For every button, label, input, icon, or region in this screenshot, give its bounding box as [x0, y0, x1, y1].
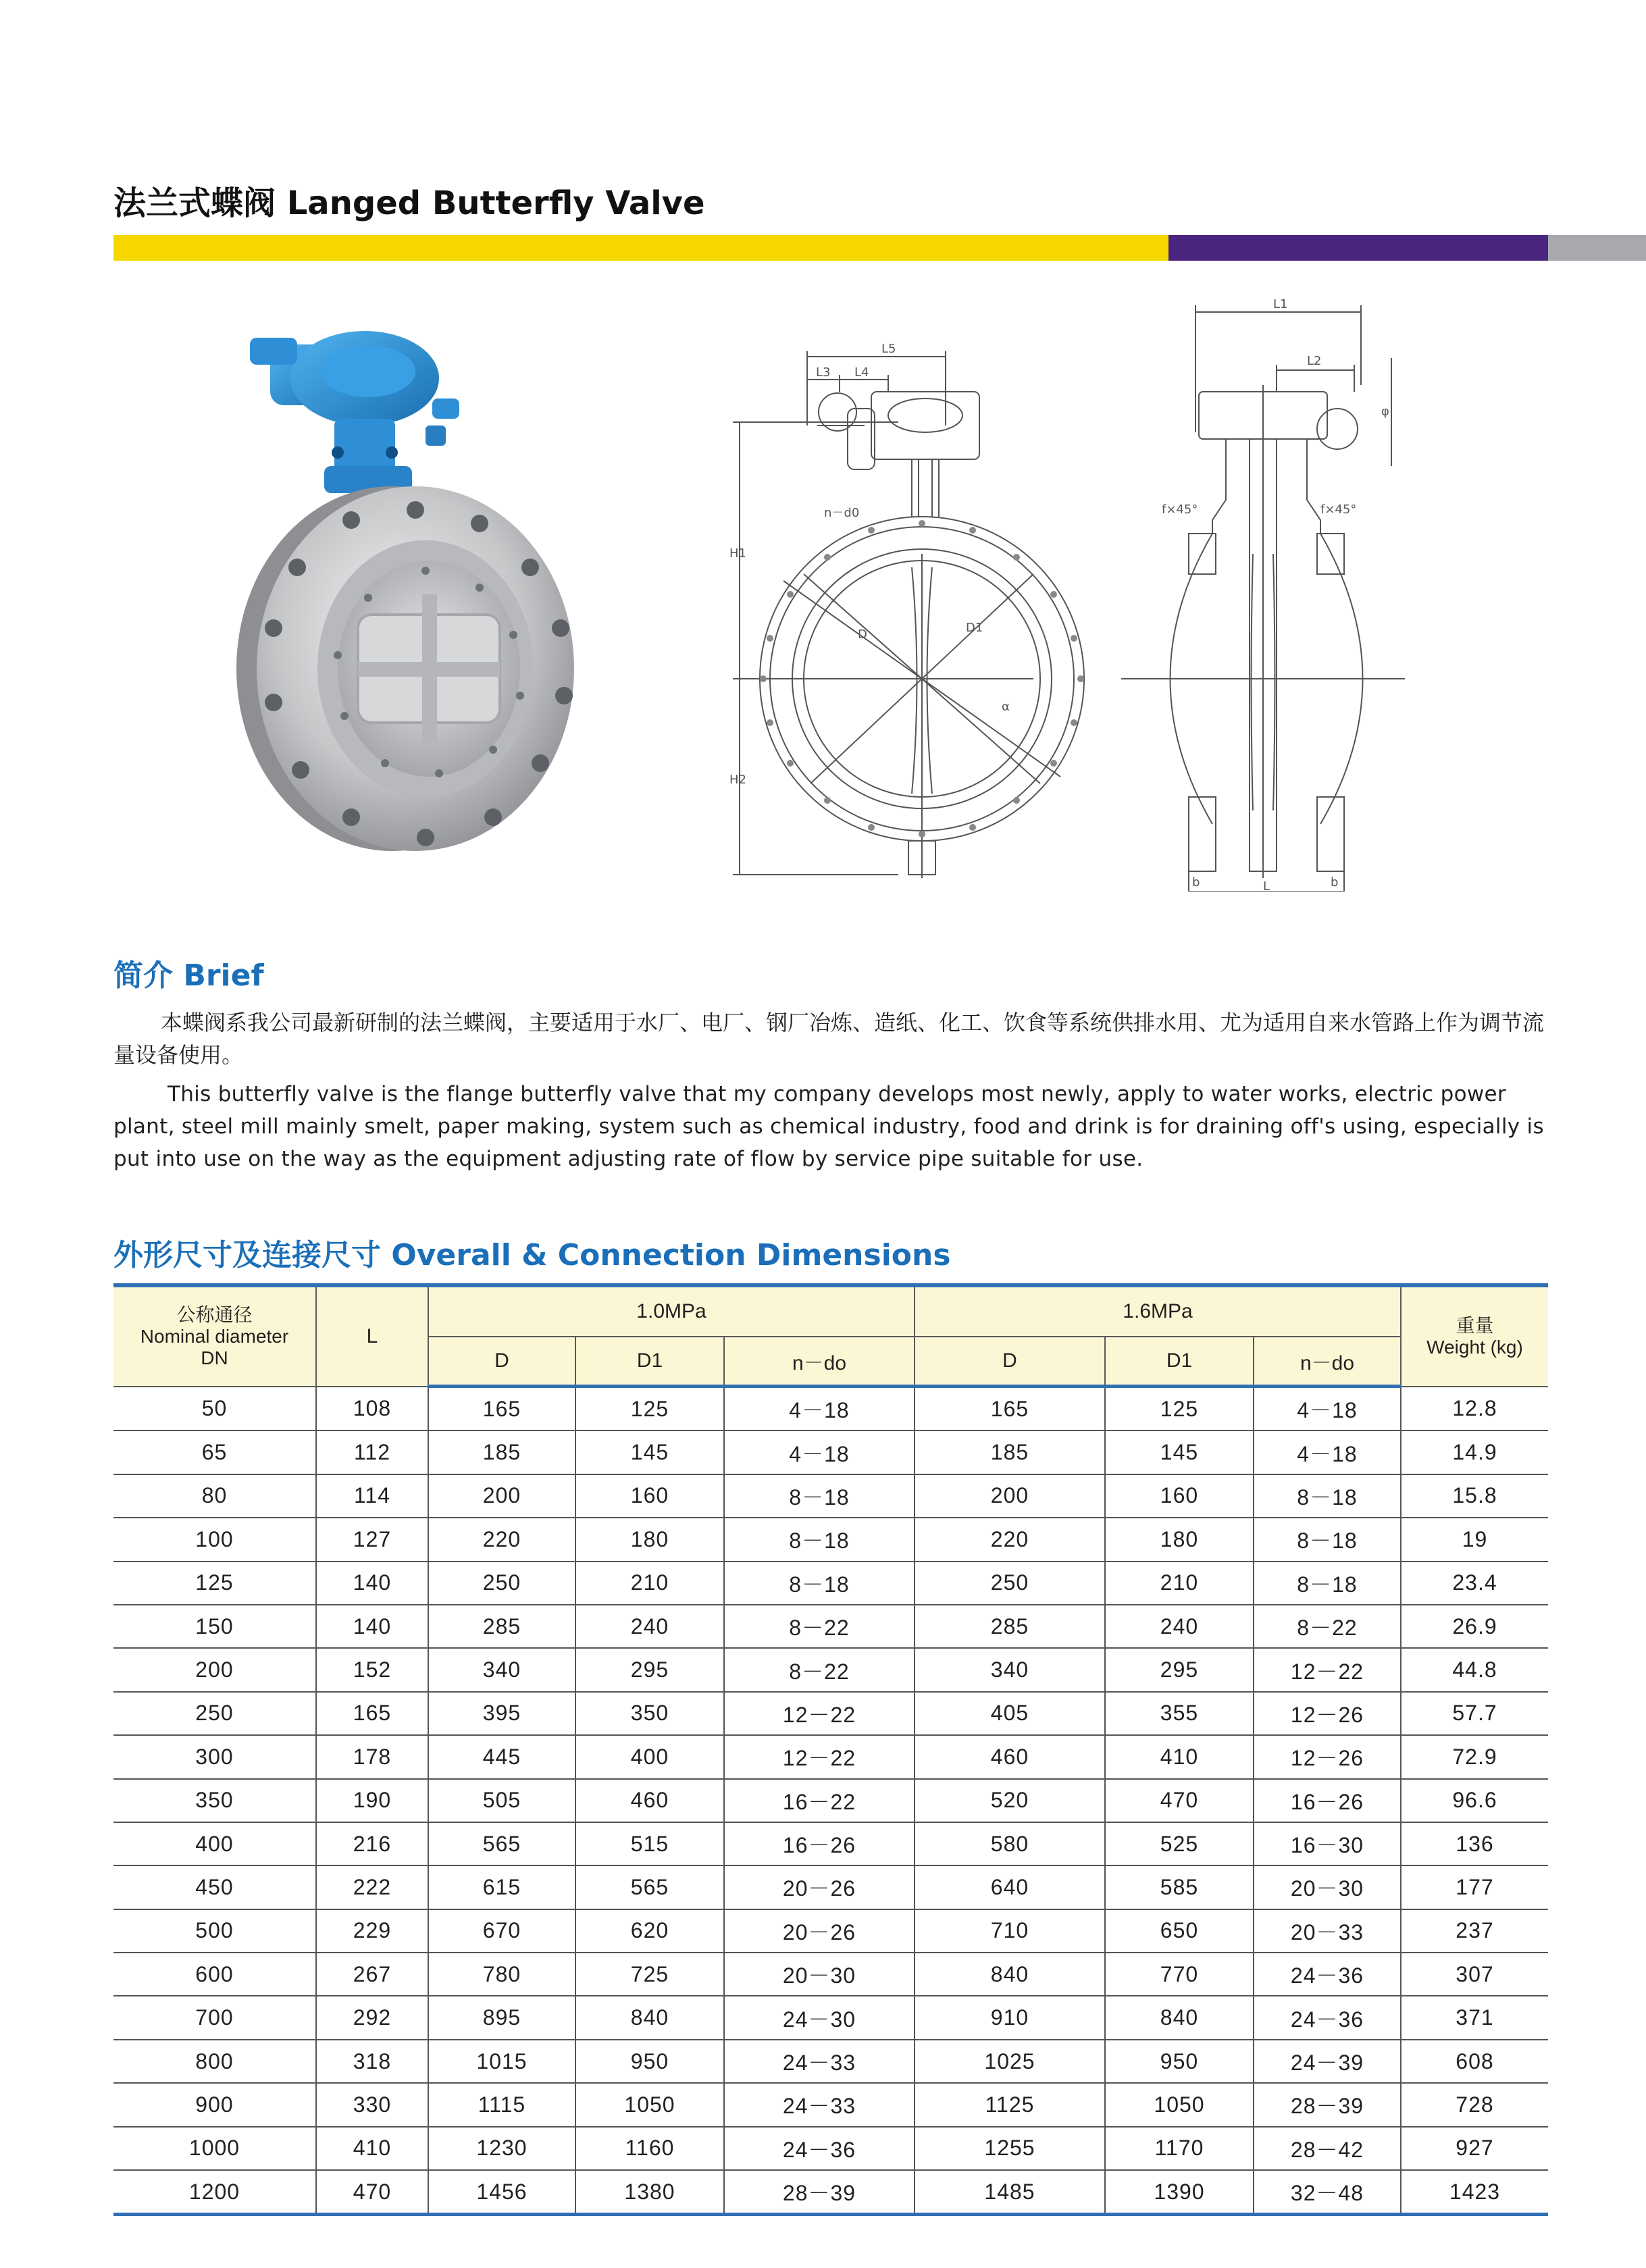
cell-n-do-16: 12－26	[1254, 1692, 1401, 1735]
cell-l: 318	[316, 2040, 428, 2083]
cell-d1-10: 1380	[575, 2170, 724, 2215]
cell-d-16: 1125	[915, 2083, 1105, 2126]
table-row	[113, 1562, 1548, 1605]
cell-d-16: 220	[915, 1518, 1105, 1561]
table-row	[113, 2127, 1548, 2170]
table-row	[113, 1996, 1548, 2039]
cell-d1-16: 950	[1105, 2040, 1254, 2083]
table-row	[113, 1692, 1548, 1735]
cell-d1-10: 295	[575, 1648, 724, 1691]
cell-d1-16: 840	[1105, 1996, 1254, 2039]
cell-d1-16: 145	[1105, 1431, 1254, 1474]
header-l: L	[316, 1285, 428, 1387]
cell-d1-16: 525	[1105, 1822, 1254, 1865]
cell-d1-16: 650	[1105, 1909, 1254, 1953]
header-d1-10: D1	[575, 1337, 724, 1387]
cell-n-do-16: 8－18	[1254, 1474, 1401, 1518]
cell-n-do-16: 12－26	[1254, 1735, 1401, 1778]
cell-l: 127	[316, 1518, 428, 1561]
cell-l: 165	[316, 1692, 428, 1735]
cell-d1-16: 470	[1105, 1779, 1254, 1822]
table-row	[113, 2083, 1548, 2126]
cell-l: 114	[316, 1474, 428, 1518]
cell-d-16: 200	[915, 1474, 1105, 1518]
label-l3: L3	[816, 365, 831, 380]
cell-d-16: 340	[915, 1648, 1105, 1691]
header-weight-en: Weight (kg)	[1426, 1336, 1523, 1358]
cell-weight: 728	[1401, 2083, 1548, 2126]
cell-d-10: 395	[428, 1692, 575, 1735]
table-row	[113, 1648, 1548, 1691]
cell-d-16: 1255	[915, 2127, 1105, 2170]
cell-weight: 44.8	[1401, 1648, 1548, 1691]
cell-n-do-16: 8－18	[1254, 1562, 1401, 1605]
header-d1-16: D1	[1105, 1337, 1254, 1387]
cell-d1-16: 355	[1105, 1692, 1254, 1735]
cell-d1-16: 1170	[1105, 2127, 1254, 2170]
cell-n-do-16: 8－18	[1254, 1518, 1401, 1561]
cell-d-10: 1015	[428, 2040, 575, 2083]
cell-l: 229	[316, 1909, 428, 1953]
header-nominal-diameter	[113, 1285, 316, 1387]
cell-weight: 15.8	[1401, 1474, 1548, 1518]
header-n-do-16: n－do	[1254, 1337, 1401, 1387]
cell-weight: 237	[1401, 1909, 1548, 1953]
label-chamfer-right: f×45°	[1320, 502, 1357, 517]
label-l2: L2	[1307, 354, 1322, 368]
cell-l: 470	[316, 2170, 428, 2215]
table-row	[113, 2170, 1548, 2215]
cell-weight: 1423	[1401, 2170, 1548, 2215]
header-group-1-0mpa: 1.0MPa	[428, 1285, 915, 1337]
cell-n-do-16: 24－39	[1254, 2040, 1401, 2083]
accent-bar-yellow	[113, 235, 1168, 261]
cell-d-16: 185	[915, 1431, 1105, 1474]
dimensions-table-body	[113, 1387, 1548, 2215]
cell-n-do-10: 8－18	[724, 1562, 915, 1605]
cell-d-16: 640	[915, 1865, 1105, 1909]
cell-d-16: 580	[915, 1822, 1105, 1865]
cell-n-do-16: 4－18	[1254, 1387, 1401, 1431]
cell-d1-10: 145	[575, 1431, 724, 1474]
cell-dn: 50	[113, 1387, 316, 1431]
cell-d-16: 405	[915, 1692, 1105, 1735]
cell-dn: 600	[113, 1953, 316, 1996]
label-l1: L1	[1273, 297, 1288, 311]
cell-n-do-10: 16－26	[724, 1822, 915, 1865]
cell-d1-16: 160	[1105, 1474, 1254, 1518]
cell-n-do-10: 8－22	[724, 1605, 915, 1648]
cell-d-16: 165	[915, 1387, 1105, 1431]
cell-dn: 250	[113, 1692, 316, 1735]
header-nominal-dn: DN	[201, 1347, 228, 1368]
cell-n-do-16: 20－33	[1254, 1909, 1401, 1953]
cell-dn: 80	[113, 1474, 316, 1518]
table-row	[113, 1822, 1548, 1865]
cell-d1-16: 125	[1105, 1387, 1254, 1431]
cell-d-10: 185	[428, 1431, 575, 1474]
cell-d-10: 1115	[428, 2083, 575, 2126]
label-chamfer-left: f×45°	[1162, 502, 1198, 517]
label-d: D	[858, 627, 867, 642]
cell-n-do-10: 20－26	[724, 1909, 915, 1953]
label-n-d0: n－d0	[824, 506, 860, 520]
table-row	[113, 1605, 1548, 1648]
cell-d1-10: 460	[575, 1779, 724, 1822]
cell-d-10: 1230	[428, 2127, 575, 2170]
cell-dn: 800	[113, 2040, 316, 2083]
cell-dn: 500	[113, 1909, 316, 1953]
cell-d-10: 670	[428, 1909, 575, 1953]
brief-text-cn: 本蝶阀系我公司最新研制的法兰蝶阀，主要适用于水厂、电厂、钢厂冶炼、造纸、化工、饮食等系统供排水用、尤为适用自来水管路上作为调节流量设备使用。	[113, 1010, 1545, 1068]
cell-d-16: 910	[915, 1996, 1105, 2039]
label-h2: H2	[729, 773, 746, 787]
cell-d-10: 445	[428, 1735, 575, 1778]
cell-weight: 57.7	[1401, 1692, 1548, 1735]
cell-dn: 900	[113, 2083, 316, 2126]
cell-d1-16: 240	[1105, 1605, 1254, 1648]
cell-d-10: 165	[428, 1387, 575, 1431]
cell-n-do-16: 28－42	[1254, 2127, 1401, 2170]
accent-bar-purple	[1168, 235, 1548, 261]
cell-n-do-10: 28－39	[724, 2170, 915, 2215]
cell-d1-10: 180	[575, 1518, 724, 1561]
accent-bar-gray	[1548, 235, 1646, 261]
header-nominal-cn: 公称通径	[176, 1304, 253, 1325]
cell-dn: 125	[113, 1562, 316, 1605]
cell-d1-16: 1050	[1105, 2083, 1254, 2126]
table-row	[113, 1779, 1548, 1822]
cell-n-do-16: 24－36	[1254, 1953, 1401, 1996]
cell-l: 330	[316, 2083, 428, 2126]
valve-side-drawing	[1114, 297, 1412, 892]
cell-d1-16: 770	[1105, 1953, 1254, 1996]
cell-n-do-16: 16－30	[1254, 1822, 1401, 1865]
cell-dn: 350	[113, 1779, 316, 1822]
cell-d-10: 285	[428, 1605, 575, 1648]
cell-d1-10: 725	[575, 1953, 724, 1996]
cell-d-10: 615	[428, 1865, 575, 1909]
cell-n-do-10: 12－22	[724, 1735, 915, 1778]
cell-n-do-10: 16－22	[724, 1779, 915, 1822]
cell-d1-10: 840	[575, 1996, 724, 2039]
label-h1: H1	[729, 546, 746, 561]
cell-d-16: 1485	[915, 2170, 1105, 2215]
cell-d1-10: 400	[575, 1735, 724, 1778]
label-phi: φ	[1381, 405, 1389, 419]
dimensions-table	[113, 1283, 1548, 2216]
brief-heading: 简介 Brief	[113, 958, 264, 993]
cell-l: 140	[316, 1605, 428, 1648]
cell-n-do-10: 8－22	[724, 1648, 915, 1691]
cell-l: 190	[316, 1779, 428, 1822]
table-row	[113, 1387, 1548, 1431]
cell-n-do-16: 4－18	[1254, 1431, 1401, 1474]
table-row	[113, 1953, 1548, 1996]
cell-l: 267	[316, 1953, 428, 1996]
cell-l: 222	[316, 1865, 428, 1909]
cell-weight: 177	[1401, 1865, 1548, 1909]
cell-d-16: 250	[915, 1562, 1105, 1605]
label-l5: L5	[881, 342, 896, 356]
cell-weight: 608	[1401, 2040, 1548, 2083]
label-b-right: b	[1331, 875, 1339, 890]
cell-l: 140	[316, 1562, 428, 1605]
cell-d1-10: 350	[575, 1692, 724, 1735]
cell-weight: 23.4	[1401, 1562, 1548, 1605]
table-row	[113, 1431, 1548, 1474]
table-row	[113, 1735, 1548, 1778]
valve-product-photo	[223, 317, 588, 858]
cell-weight: 371	[1401, 1996, 1548, 2039]
cell-d1-16: 210	[1105, 1562, 1254, 1605]
header-n-do-10: n－do	[724, 1337, 915, 1387]
cell-n-do-10: 8－18	[724, 1474, 915, 1518]
cell-d-10: 1456	[428, 2170, 575, 2215]
cell-n-do-10: 20－26	[724, 1865, 915, 1909]
cell-n-do-10: 12－22	[724, 1692, 915, 1735]
cell-n-do-16: 28－39	[1254, 2083, 1401, 2126]
cell-weight: 927	[1401, 2127, 1548, 2170]
cell-weight: 136	[1401, 1822, 1548, 1865]
cell-d1-10: 125	[575, 1387, 724, 1431]
cell-l: 152	[316, 1648, 428, 1691]
header-weight	[1401, 1285, 1548, 1387]
table-row	[113, 2040, 1548, 2083]
header-group-1-6mpa: 1.6MPa	[915, 1285, 1401, 1337]
cell-d1-10: 210	[575, 1562, 724, 1605]
cell-n-do-10: 20－30	[724, 1953, 915, 1996]
cell-d1-10: 565	[575, 1865, 724, 1909]
cell-d-16: 285	[915, 1605, 1105, 1648]
cell-n-do-10: 24－33	[724, 2083, 915, 2126]
cell-n-do-10: 24－36	[724, 2127, 915, 2170]
cell-d1-16: 1390	[1105, 2170, 1254, 2215]
dimensions-table-wrap	[113, 1283, 1548, 2216]
brief-text-en: This butterfly valve is the flange butterfly valve that my company develops most newly, apply to water works, electric power plant, steel mill mainly smelt, paper making, system such as chemical industry, food and drink is for draining off's using, especially is put into use on the way as the equipment adjusting rate of flow by service pipe suitable for use.	[113, 1082, 1544, 1171]
cell-d-10: 565	[428, 1822, 575, 1865]
table-row	[113, 1518, 1548, 1561]
cell-d-16: 460	[915, 1735, 1105, 1778]
label-alpha: α	[1002, 700, 1010, 714]
cell-dn: 100	[113, 1518, 316, 1561]
cell-n-do-10: 4－18	[724, 1387, 915, 1431]
cell-n-do-16: 24－36	[1254, 1996, 1401, 2039]
header-d-10: D	[428, 1337, 575, 1387]
cell-dn: 200	[113, 1648, 316, 1691]
header-d-16: D	[915, 1337, 1105, 1387]
cell-l: 410	[316, 2127, 428, 2170]
cell-d-10: 200	[428, 1474, 575, 1518]
cell-n-do-10: 24－30	[724, 1996, 915, 2039]
cell-weight: 19	[1401, 1518, 1548, 1561]
table-row	[113, 1909, 1548, 1953]
cell-dn: 300	[113, 1735, 316, 1778]
cell-weight: 72.9	[1401, 1735, 1548, 1778]
label-l4: L4	[854, 365, 869, 380]
cell-n-do-10: 4－18	[724, 1431, 915, 1474]
cell-n-do-16: 12－22	[1254, 1648, 1401, 1691]
cell-weight: 307	[1401, 1953, 1548, 1996]
cell-l: 292	[316, 1996, 428, 2039]
cell-dn: 1000	[113, 2127, 316, 2170]
cell-d1-10: 950	[575, 2040, 724, 2083]
valve-front-drawing	[716, 297, 1121, 892]
cell-n-do-10: 24－33	[724, 2040, 915, 2083]
table-row	[113, 1474, 1548, 1518]
cell-n-do-16: 20－30	[1254, 1865, 1401, 1909]
cell-l: 108	[316, 1387, 428, 1431]
cell-d-10: 505	[428, 1779, 575, 1822]
cell-l: 216	[316, 1822, 428, 1865]
cell-d1-16: 585	[1105, 1865, 1254, 1909]
cell-weight: 12.8	[1401, 1387, 1548, 1431]
header-nominal-en: Nominal diameter	[140, 1325, 289, 1347]
label-l: L	[1263, 879, 1270, 892]
cell-d-16: 520	[915, 1779, 1105, 1822]
cell-weight: 96.6	[1401, 1779, 1548, 1822]
cell-weight: 26.9	[1401, 1605, 1548, 1648]
cell-n-do-16: 32－48	[1254, 2170, 1401, 2215]
label-d1: D1	[966, 621, 983, 635]
cell-d-10: 250	[428, 1562, 575, 1605]
dimensions-heading: 外形尺寸及连接尺寸 Overall & Connection Dimensions	[113, 1238, 951, 1272]
cell-dn: 400	[113, 1822, 316, 1865]
cell-d-16: 710	[915, 1909, 1105, 1953]
cell-dn: 700	[113, 1996, 316, 2039]
cell-dn: 150	[113, 1605, 316, 1648]
cell-d1-10: 620	[575, 1909, 724, 1953]
cell-d1-16: 295	[1105, 1648, 1254, 1691]
cell-n-do-16: 16－26	[1254, 1779, 1401, 1822]
cell-d1-16: 410	[1105, 1735, 1254, 1778]
cell-d1-10: 1050	[575, 2083, 724, 2126]
table-row	[113, 1865, 1548, 1909]
page-title: 法兰式蝶阀 Langed Butterfly Valve	[113, 184, 705, 222]
cell-l: 178	[316, 1735, 428, 1778]
cell-dn: 450	[113, 1865, 316, 1909]
cell-weight: 14.9	[1401, 1431, 1548, 1474]
cell-d1-10: 160	[575, 1474, 724, 1518]
label-b-left: b	[1192, 875, 1200, 890]
cell-d-10: 780	[428, 1953, 575, 1996]
cell-d1-10: 240	[575, 1605, 724, 1648]
cell-d1-16: 180	[1105, 1518, 1254, 1561]
cell-d1-10: 1160	[575, 2127, 724, 2170]
cell-d-10: 220	[428, 1518, 575, 1561]
cell-dn: 65	[113, 1431, 316, 1474]
cell-d-16: 1025	[915, 2040, 1105, 2083]
cell-l: 112	[316, 1431, 428, 1474]
cell-dn: 1200	[113, 2170, 316, 2215]
cell-n-do-16: 8－22	[1254, 1605, 1401, 1648]
cell-d-10: 340	[428, 1648, 575, 1691]
cell-d-16: 840	[915, 1953, 1105, 1996]
cell-d1-10: 515	[575, 1822, 724, 1865]
cell-d-10: 895	[428, 1996, 575, 2039]
cell-n-do-10: 8－18	[724, 1518, 915, 1561]
header-weight-cn: 重量	[1456, 1314, 1494, 1336]
